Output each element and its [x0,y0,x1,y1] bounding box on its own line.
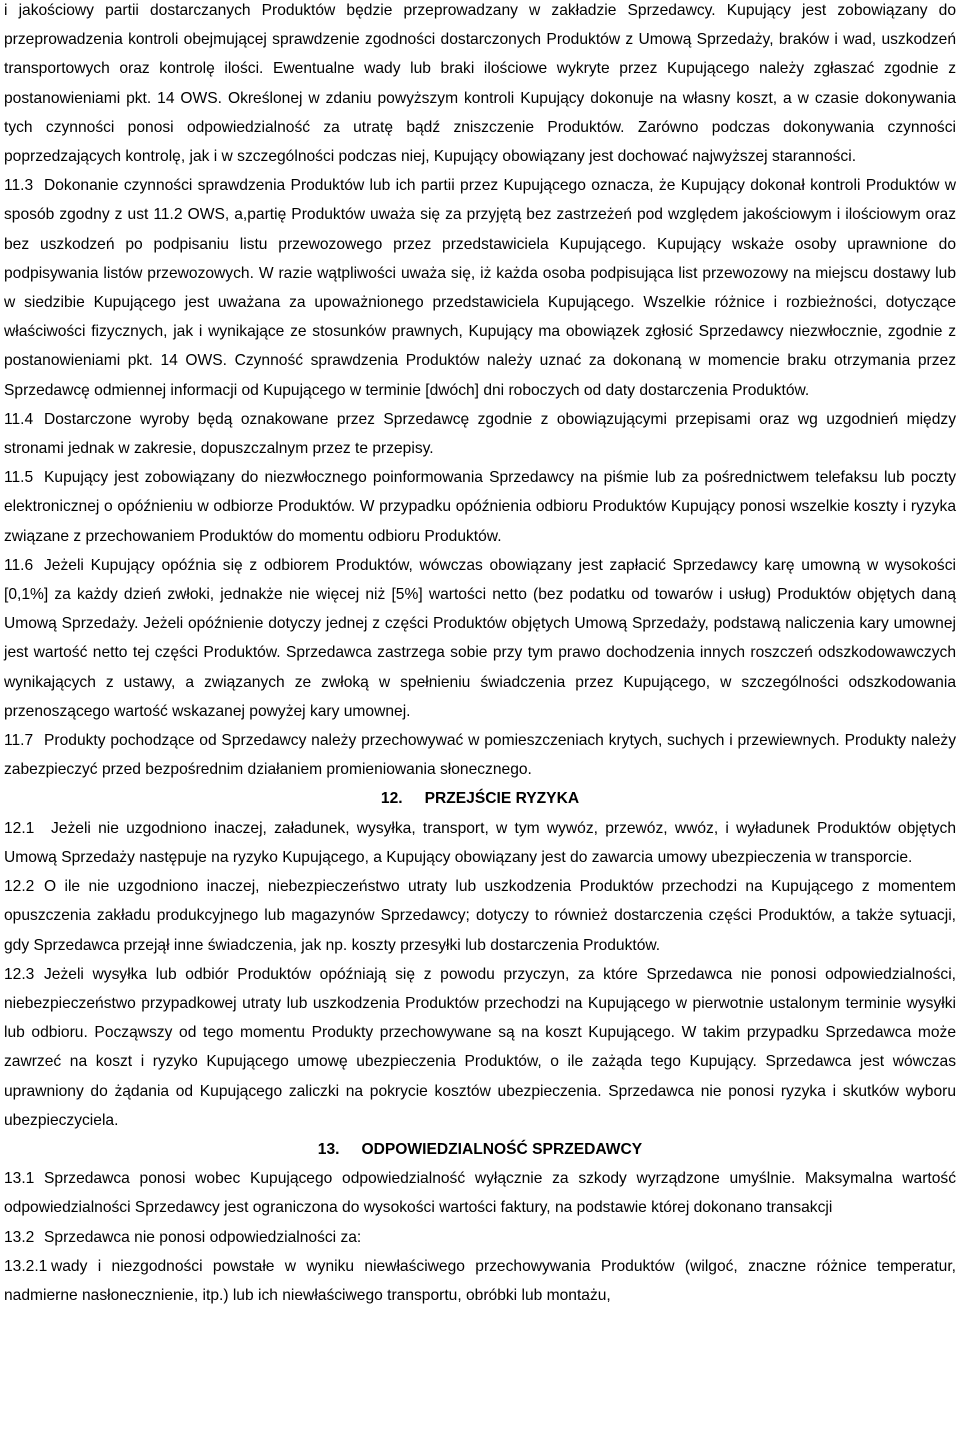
section-number: 12. [380,790,403,808]
clause-number: 11.7 [4,732,34,750]
paragraph-text: Sprzedawca nie ponosi odpowiedzialności za: [44,1228,362,1246]
clause-number: 12.2 [4,878,35,896]
clause-number: 11.4 [4,410,34,428]
section-title: ODPOWIEDZIALNOŚĆ SPRZEDAWCY [361,1140,643,1158]
clause-number: 11.6 [4,556,34,574]
clause-number: 13.2.1 [4,1257,48,1275]
section-number: 13. [317,1140,340,1158]
paragraph-11-6 [4,551,956,726]
clause-number: 12.1 [4,819,35,837]
paragraph-text: Jeżeli nie uzgodniono inaczej, załadunek, wysyłka, transport, w tym wywóz, przewóz, wwóz, i wyładunek Produktów objętych Umową Sprzedaży następuje na ryzyko Kupującego, a Kupujący obowiązany jest do zawarcia umowy ubezpieczenia w transporcie. [4,819,956,866]
paragraph-text: i jakościowy partii dostarczanych Produktów będzie przeprowadzany w zakładzie Sprzedawcy. Kupujący jest zobowiązany do przeprowadzenia kontroli obejmującej sprawdzenie zgodności dostarczonych Produktów z Umową Sprzedaży, braków i wad, uszkodzeń transportowych oraz kontrolę ilości. Ewentualne wady lub braki ilościowe wykryte przez Kupującego należy zgłaszać zgodnie z postanowieniami pkt. 14 OWS. Określonej w zdaniu powyższym kontroli Kupujący dokonuje na własny koszt, a w czasie dokonywania tych czynności ponosi odpowiedzialność za utratę bądź zniszczenie Produktów. Zarówno podczas dokonywania czynności poprzedzających kontrolę, jak i w szczególności podczas niej, Kupujący obowiązany jest dochować najwyższej staranności. [4,2,956,166]
clause-number: 13.1 [4,1170,35,1188]
paragraph-13-2 [4,1223,956,1252]
paragraph-text: Jeżeli Kupujący opóźnia się z odbiorem Produktów, wówczas obowiązany jest zapłacić Sprzedawcy karę umowną w wysokości [0,1%] za każdy dzień zwłoki, jednakże nie więcej niż [5%] wartości netto (bez podatku od towarów i usług) Produktów objętych daną Umową Sprzedaży. Jeżeli opóźnienie dotyczy jednej z części Produktów objętych Umową Sprzedaży, podstawą naliczenia kary umownej jest wartość netto tej części Produktów. Sprzedawca zastrzega sobie przy tym prawo dochodzenia innych roszczeń odszkodowawczych wynikających z ustawy, a związanych ze zwłoką w spełnieniu świadczenia przez Kupującego, w szczególności odszkodowania przenoszącego wartość wskazanej powyżej kary umownej. [4,556,956,720]
paragraph-11-7 [4,726,956,784]
paragraph-11-5 [4,463,956,551]
clause-number: 11.3 [4,177,34,195]
paragraph-11-3 [4,171,956,405]
paragraph-text: Produkty pochodzące od Sprzedawcy należy przechowywać w pomieszczeniach krytych, suchych i przewiewnych. Produkty należy zabezpieczyć przed bezpośrednim działaniem promieniowania słonecznego. [4,732,956,779]
paragraph-text: Dokonanie czynności sprawdzenia Produktów lub ich partii przez Kupującego oznacza, że Kupujący dokonał kontroli Produktów w sposób zgodny z ust 11.2 OWS, a,partię Produktów uważa się za przyjętą bez zastrzeżeń pod względem jakościowym i ilościowym oraz bez uszkodzeń po podpisaniu listu przewozowego przez przedstawiciela Kupującego. Kupujący wskaże osoby uprawnione do podpisywania listów przewozowych. W razie wątpliwości uważa się, iż każda osoba podpisująca list przewozowy na miejscu dostawy lub w siedzibie Kupującego jest uważana za upoważnionego przedstawiciela Kupującego. Wszelkie różnice i rozbieżności, dotyczące właściwości fizycznych, jak i wynikające ze stosunków prawnych, Kupujący ma obowiązek zgłosić Sprzedawcy niezwłocznie, zgodnie z postanowieniami pkt. 14 OWS. Czynność sprawdzenia Produktów należy uznać za dokonaną w momencie braku otrzymania przez Sprzedawcę odmiennej informacji od Kupującego w terminie [dwóch] dni roboczych od daty dostarczenia Produktów. [4,177,956,399]
clause-number: 12.3 [4,965,35,983]
paragraph-text: Dostarczone wyroby będą oznakowane przez Sprzedawcę zgodnie z obowiązującymi przepisami oraz wg uzgodnień między stronami jednak w zakresie, dopuszczalnym przez te przepisy. [4,410,956,458]
section-heading-13 [4,1135,956,1164]
clause-number: 13.2 [4,1228,35,1246]
paragraph-13-2-1 [4,1252,956,1310]
clause-number: 11.5 [4,469,34,487]
paragraph-intro [4,0,956,171]
paragraph-text: Sprzedawca ponosi wobec Kupującego odpowiedzialność wyłącznie za szkody wyrządzone umyślnie. Maksymalna wartość odpowiedzialności Sprzedawcy jest ograniczona do wysokości wartości faktury, na podstawie której dokonano transakcji [4,1170,956,1217]
paragraph-11-4 [4,405,956,463]
paragraph-text: wady i niezgodności powstałe w wyniku niewłaściwego przechowywania Produktów (wilgoć, znaczne różnice temperatur, nadmierne nasłonecznienie, itp.) lub ich niewłaściwego transportu, obróbki lub montażu, [4,1257,956,1304]
section-title: PRZEJŚCIE RYZYKA [424,790,580,808]
section-heading-12 [4,784,956,813]
paragraph-text: O ile nie uzgodniono inaczej, niebezpieczeństwo utraty lub uszkodzenia Produktów przechodzi na Kupującego z momentem opuszczenia zakładu produkcyjnego lub magazynów Sprzedawcy; dotyczy to również dostarczenia części Produktów, a także sytuacji, gdy Sprzedawca przejął inne świadczenia, jak np. koszty przesyłki lub dostarczenia Produktów. [4,878,956,954]
paragraph-13-1 [4,1164,956,1222]
paragraph-text: Jeżeli wysyłka lub odbiór Produktów opóźniają się z powodu przyczyn, za które Sprzedawca nie ponosi odpowiedzialności, niebezpieczeństwo przypadkowej utraty lub uszkodzenia Produktów przechodzi na Kupującego w pierwotnie ustalonym terminie wysyłki lub odbioru. Począwszy od tego momentu Produkty przechowywane są na koszt Kupującego. W takim przypadku Sprzedawca może zawrzeć na koszt i ryzyko Kupującego umowę ubezpieczenia Produktów, o ile zażąda tego Kupujący. Sprzedawca jest wówczas uprawniony do żądania od Kupującego zaliczki na pokrycie kosztów ubezpieczenia. Sprzedawca nie ponosi ryzyka i skutków wyboru ubezpieczyciela. [4,965,956,1129]
paragraph-12-1 [4,814,956,872]
paragraph-text: Kupujący jest zobowiązany do niezwłocznego poinformowania Sprzedawcy na piśmie lub za pośrednictwem telefaksu lub poczty elektronicznej o opóźnieniu w odbiorze Produktów. W przypadku opóźnienia odbioru Produktów Kupujący ponosi wszelkie koszty i ryzyka związane z przechowaniem Produktów do momentu odbioru Produktów. [4,469,956,545]
paragraph-12-3 [4,960,956,1135]
paragraph-12-2 [4,872,956,960]
